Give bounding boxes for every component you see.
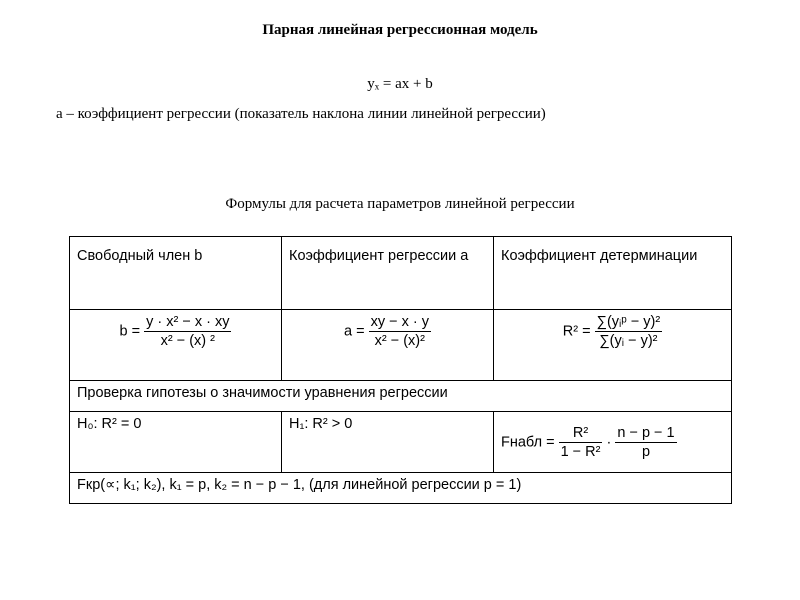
- formula-b-numerator: y · x² − x · xy: [146, 314, 230, 330]
- formula-b-denominator: x² − (x) ²: [160, 333, 215, 349]
- f-frac1-numerator: R²: [559, 425, 603, 443]
- formula-b-fraction: [144, 314, 231, 349]
- hypotheses-row: [70, 412, 732, 473]
- formulas-subtitle: Формулы для расчета параметров линейной регрессии: [225, 196, 575, 212]
- formula-a-denominator: x² − (x)²: [374, 333, 425, 349]
- f-observed-lhs: Fнабл =: [501, 433, 555, 450]
- alternative-hypothesis: H₁: R² > 0: [282, 412, 494, 473]
- formula-a-numerator: xy − x · y: [370, 314, 429, 330]
- header-row: [70, 237, 732, 310]
- f-observed-fraction-2: [615, 425, 676, 460]
- formula-a-cell: [282, 310, 494, 381]
- f-observed-cell: [494, 412, 732, 473]
- f-critical: Fкр(∝; k₁; k₂), k₁ = p, k₂ = n − p − 1, (для линейной регрессии p = 1): [70, 473, 732, 504]
- formula-r2-lhs: R² =: [562, 323, 591, 340]
- page-title: Парная линейная регрессионная модель: [262, 22, 538, 38]
- null-hypothesis: H₀: R² = 0: [70, 412, 282, 473]
- formula-b-lhs: b =: [119, 323, 141, 340]
- coefficient-definition: а – коэффициент регрессии (показатель наклона линии линейной регрессии): [56, 106, 546, 122]
- formulas-table: [69, 236, 732, 504]
- header-slope: Коэффициент регрессии а: [282, 237, 494, 310]
- formula-r2-fraction: [595, 314, 663, 349]
- formula-a-fraction: [369, 314, 431, 349]
- f-frac1-denominator: 1 − R²: [560, 443, 601, 460]
- f-observed-fraction-1: [559, 425, 603, 460]
- hypothesis-title: Проверка гипотезы о значимости уравнения регрессии: [70, 381, 732, 412]
- formula-r2-numerator: ∑(yᵢᵖ − y)²: [596, 314, 661, 330]
- regression-equation: yₓ = ax + b: [367, 76, 433, 92]
- header-determination: Коэффициент детерминации: [494, 237, 732, 310]
- f-frac2-denominator: p: [641, 443, 651, 460]
- formula-r2-cell: [494, 310, 732, 381]
- formula-r2-denominator: ∑(yᵢ − y)²: [599, 333, 658, 349]
- f-critical-row: [70, 473, 732, 504]
- header-intercept: Свободный член b: [70, 237, 282, 310]
- formula-a-lhs: a =: [343, 323, 365, 340]
- formula-row: [70, 310, 732, 381]
- hypothesis-row: [70, 381, 732, 412]
- formula-b-cell: [70, 310, 282, 381]
- f-frac2-numerator: n − p − 1: [617, 424, 675, 441]
- f-observed-dot: ·: [606, 433, 612, 450]
